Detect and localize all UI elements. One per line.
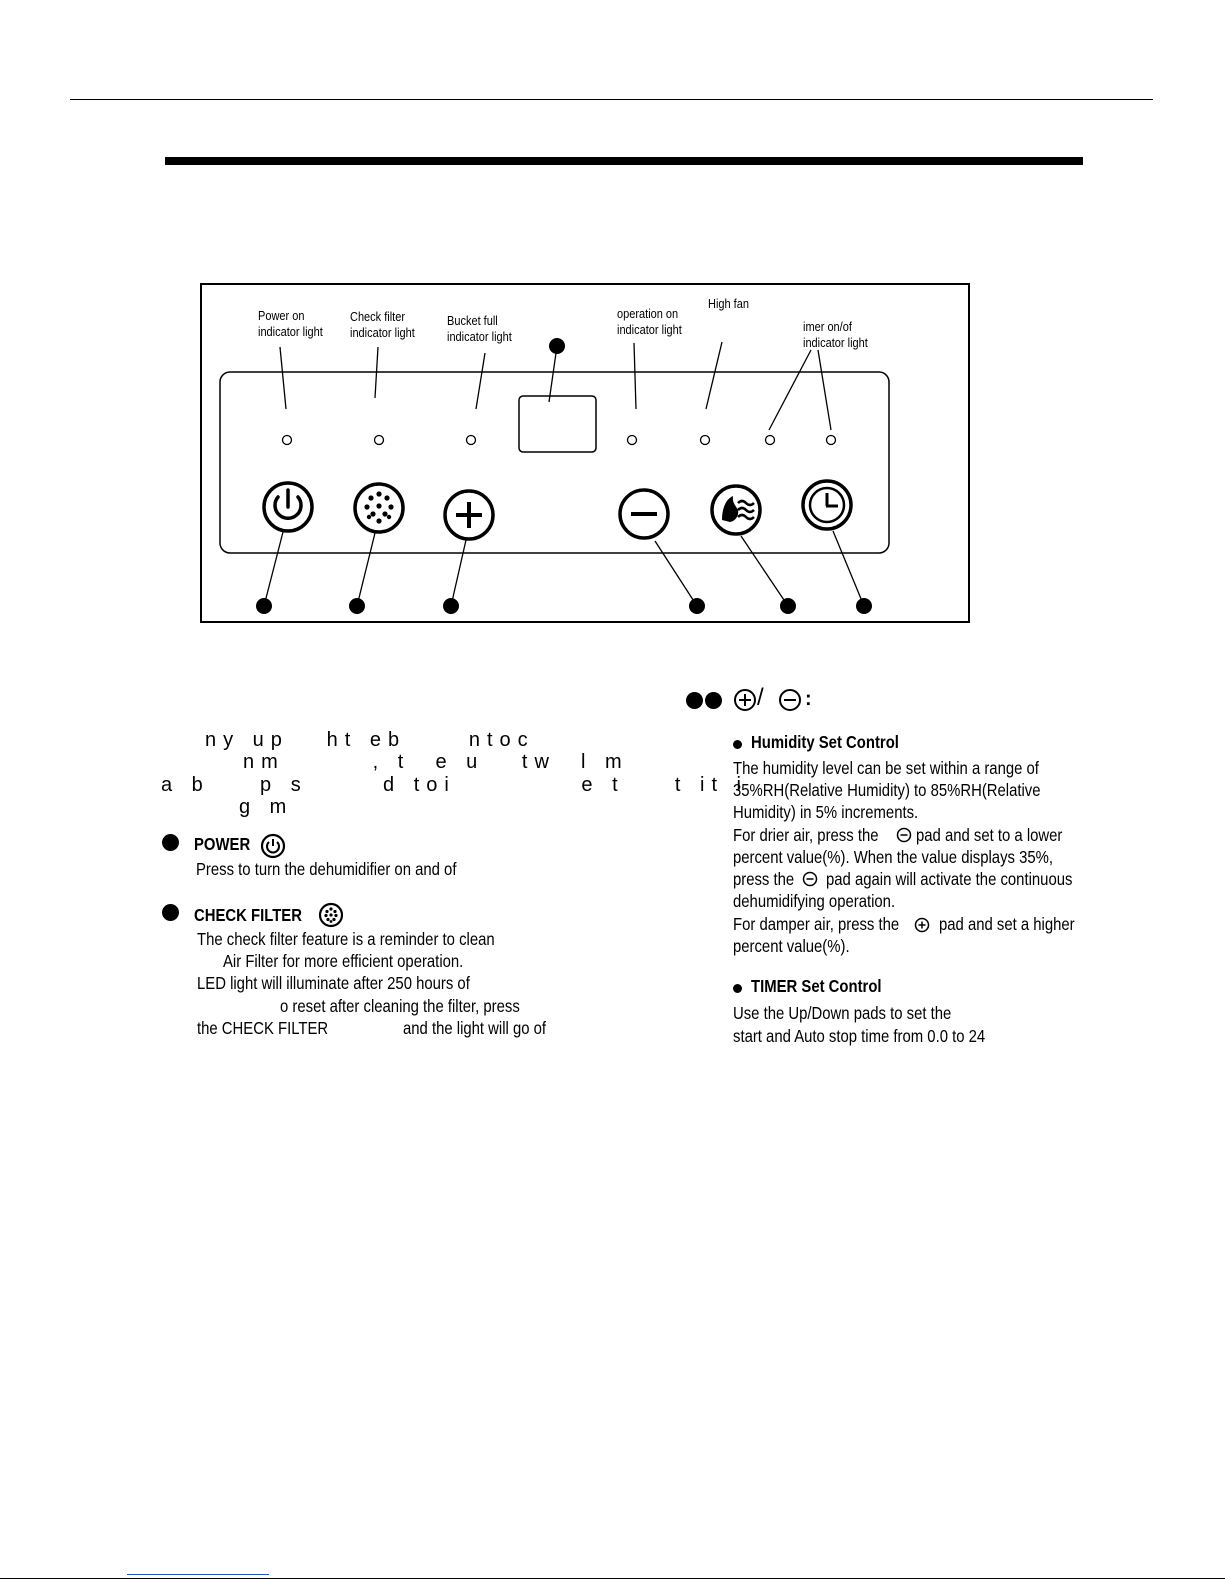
intro-line-4: g m (239, 796, 294, 818)
humidity-line-1: The humidity level can be set within a range of (733, 758, 1039, 778)
humidity-line-6a: press the (733, 869, 795, 889)
marker-timer (856, 598, 872, 614)
filter-icon (318, 902, 344, 928)
humidity-line-4a: For drier air, press the (733, 825, 879, 845)
callout-bucket-full-light: Bucket full indicator light (447, 314, 512, 344)
power-section-marker (162, 834, 179, 851)
operation-indicator-light (628, 436, 637, 445)
minus-icon (620, 490, 668, 538)
marker-fan (780, 598, 796, 614)
power-icon (264, 483, 312, 531)
check-filter-line-5b: and the light will go of (403, 1018, 547, 1038)
intro-line-2: nm , t e u tw l m (243, 751, 629, 773)
timer-icon (803, 481, 851, 529)
humidity-heading: Humidity Set Control (751, 732, 899, 752)
up-down-icons (733, 686, 803, 714)
marker-power (256, 598, 272, 614)
marker-check-filter (349, 598, 365, 614)
check-filter-line-5a: the CHECK FILTER (197, 1018, 329, 1038)
callout-check-filter-light: Check filter indicator light (350, 310, 415, 340)
check-filter-line-1: The check filter feature is a reminder to clean (197, 929, 495, 949)
intro-line-1: ny up ht eb ntoc (205, 729, 535, 751)
timer-line-2: start and Auto stop time from 0.0 to 24 (733, 1026, 986, 1046)
humidity-bullet (733, 740, 742, 749)
power-icon (260, 833, 286, 859)
humidity-line-5: percent value(%). When the value displays 35%, (733, 847, 1053, 867)
humidity-line-2: 35%RH(Relative Humidity) to 85%RH(Relative (733, 780, 1041, 800)
updown-marker-2 (705, 692, 722, 709)
humidity-line-3: Humidity) in 5% increments. (733, 802, 919, 822)
callout-power-light: Power on indicator light (258, 309, 323, 339)
panel-drawing (0, 0, 1225, 640)
bottom-rule (0, 1578, 1225, 1579)
power-indicator-light (283, 436, 292, 445)
check-filter-line-2: Air Filter for more efficient operation. (223, 951, 464, 971)
timer-off-indicator-light (827, 436, 836, 445)
timer-line-1: Use the Up/Down pads to set the (733, 1003, 952, 1023)
footer-link-underline (127, 1574, 269, 1575)
minus-icon (802, 871, 818, 887)
humidity-line-7: dehumidifying operation. (733, 891, 896, 911)
fan-icon (712, 486, 760, 534)
callout-timer-light: imer on/of indicator light (803, 320, 868, 350)
plus-icon (914, 917, 930, 933)
callout-operation-light: operation on indicator light (617, 307, 682, 337)
plus-icon (735, 690, 755, 710)
humidity-line-9: percent value(%). (733, 936, 850, 956)
power-description: Press to turn the dehumidifier on and of (196, 859, 457, 879)
filter-icon (355, 484, 403, 532)
minus-icon (896, 827, 912, 843)
check-filter-indicator-light (375, 436, 384, 445)
timer-bullet (733, 984, 742, 993)
humidity-line-8b: pad and set a higher (939, 914, 1075, 934)
timer-on-indicator-light (766, 436, 775, 445)
updown-separator: / (757, 684, 764, 711)
check-filter-line-3: LED light will illuminate after 250 hours of (197, 973, 470, 993)
minus-icon (780, 690, 800, 710)
updown-colon: : (805, 688, 812, 710)
marker-minus (689, 598, 705, 614)
high-fan-indicator-light (701, 436, 710, 445)
humidity-line-6b: pad again will activate the continuous (826, 869, 1073, 889)
intro-line-3: a b p s d toi e t t it i (161, 774, 748, 796)
panel-face (220, 372, 889, 553)
plus-icon (445, 491, 493, 539)
humidity-line-4b: pad and set to a lower (916, 825, 1063, 845)
timer-heading: TIMER Set Control (751, 976, 882, 996)
check-filter-section-marker (162, 904, 179, 921)
check-filter-heading: CHECK FILTER (194, 905, 302, 925)
humidity-line-8a: For damper air, press the (733, 914, 900, 934)
display-window (519, 396, 596, 452)
bucket-full-indicator-light (467, 436, 476, 445)
marker-plus (443, 598, 459, 614)
power-heading: POWER (194, 834, 251, 854)
updown-marker-1 (686, 692, 703, 709)
check-filter-line-4: o reset after cleaning the filter, press (280, 996, 520, 1016)
callout-high-fan: High fan (708, 297, 749, 311)
